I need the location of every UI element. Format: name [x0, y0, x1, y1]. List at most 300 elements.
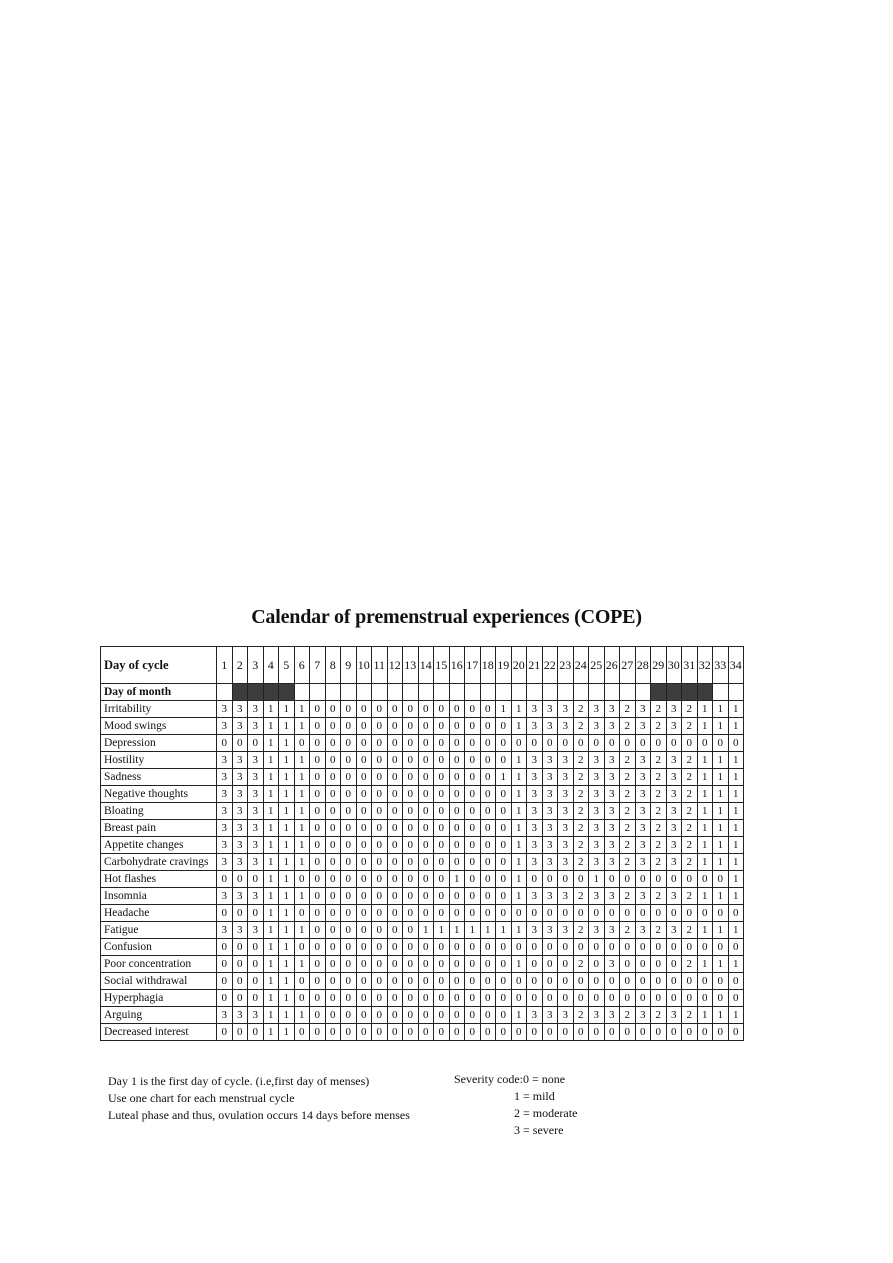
severity-cell: 3: [666, 888, 682, 905]
severity-cell: 0: [403, 922, 419, 939]
severity-cell: 2: [573, 701, 589, 718]
severity-cell: 0: [403, 990, 419, 1007]
severity-cell: 1: [263, 939, 279, 956]
severity-cell: 0: [372, 905, 388, 922]
severity-cell: 0: [403, 973, 419, 990]
severity-cell: 0: [325, 1024, 341, 1041]
severity-cell: 0: [542, 956, 558, 973]
severity-cell: 3: [527, 752, 543, 769]
symptom-label: Confusion: [101, 939, 217, 956]
severity-cell: 0: [310, 786, 326, 803]
severity-cell: 0: [542, 871, 558, 888]
severity-cell: 0: [465, 752, 481, 769]
severity-cell: 0: [635, 735, 651, 752]
severity-cell: 0: [480, 701, 496, 718]
severity-cell: 0: [356, 1007, 372, 1024]
empty-cell: [310, 684, 326, 701]
severity-cell: 0: [635, 871, 651, 888]
severity-cell: 0: [604, 871, 620, 888]
day-number: 9: [341, 647, 357, 684]
severity-cell: 0: [356, 820, 372, 837]
symptom-row: [101, 939, 744, 956]
menses-shaded-cell: [248, 684, 264, 701]
severity-cell: 0: [418, 1007, 434, 1024]
severity-cell: 2: [682, 769, 698, 786]
menses-shaded-cell: [651, 684, 667, 701]
severity-cell: 3: [542, 786, 558, 803]
severity-cell: 3: [558, 803, 574, 820]
severity-cell: 0: [294, 939, 310, 956]
severity-cell: 0: [589, 1024, 605, 1041]
severity-cell: 0: [248, 1024, 264, 1041]
severity-cell: 3: [217, 837, 233, 854]
severity-cell: 1: [263, 718, 279, 735]
day-number: 5: [279, 647, 295, 684]
severity-cell: 3: [589, 888, 605, 905]
severity-cell: 1: [728, 837, 744, 854]
severity-cell: 0: [325, 803, 341, 820]
severity-code: 3 = severe: [514, 1123, 564, 1137]
severity-cell: 3: [635, 803, 651, 820]
symptom-label: Bloating: [101, 803, 217, 820]
symptom-row: [101, 803, 744, 820]
severity-cell: 0: [372, 922, 388, 939]
day-number: 8: [325, 647, 341, 684]
severity-cell: 0: [589, 956, 605, 973]
severity-cell: 0: [356, 1024, 372, 1041]
severity-cell: 1: [728, 922, 744, 939]
day-number: 16: [449, 647, 465, 684]
severity-cell: 0: [418, 735, 434, 752]
severity-cell: 0: [372, 803, 388, 820]
severity-cell: 1: [480, 922, 496, 939]
severity-cell: 0: [310, 752, 326, 769]
severity-cell: 0: [666, 905, 682, 922]
severity-cell: 0: [434, 803, 450, 820]
severity-cell: 0: [573, 871, 589, 888]
severity-cell: 0: [310, 990, 326, 1007]
severity-cell: 1: [279, 837, 295, 854]
severity-cell: 0: [387, 854, 403, 871]
severity-cell: 1: [294, 888, 310, 905]
severity-cell: 0: [496, 752, 512, 769]
severity-cell: 0: [434, 752, 450, 769]
symptom-label: Hostility: [101, 752, 217, 769]
severity-cell: 0: [527, 939, 543, 956]
severity-cell: 0: [341, 990, 357, 1007]
severity-cell: 3: [604, 701, 620, 718]
day-number: 20: [511, 647, 527, 684]
severity-cell: 3: [542, 837, 558, 854]
severity-cell: 0: [372, 769, 388, 786]
severity-cell: 0: [310, 871, 326, 888]
severity-cell: 0: [403, 854, 419, 871]
severity-cell: 0: [403, 803, 419, 820]
severity-cell: 0: [341, 735, 357, 752]
severity-cell: 0: [496, 854, 512, 871]
day-number: 15: [434, 647, 450, 684]
severity-cell: 0: [418, 990, 434, 1007]
severity-cell: 1: [263, 752, 279, 769]
severity-cell: 1: [697, 956, 713, 973]
severity-cell: 1: [697, 718, 713, 735]
severity-cell: 1: [279, 1024, 295, 1041]
severity-cell: 3: [558, 888, 574, 905]
empty-cell: [573, 684, 589, 701]
severity-cell: 3: [589, 769, 605, 786]
day-number: 12: [387, 647, 403, 684]
severity-cell: 2: [573, 837, 589, 854]
severity-cell: 1: [511, 803, 527, 820]
severity-cell: 0: [372, 939, 388, 956]
severity-cell: 3: [666, 837, 682, 854]
severity-cell: 0: [666, 956, 682, 973]
day-number: 19: [496, 647, 512, 684]
severity-cell: 3: [527, 786, 543, 803]
severity-cell: 0: [356, 871, 372, 888]
severity-cell: 0: [372, 973, 388, 990]
severity-cell: 0: [356, 735, 372, 752]
severity-cell: 0: [325, 1007, 341, 1024]
menses-shaded-cell: [666, 684, 682, 701]
severity-cell: 3: [232, 820, 248, 837]
severity-cell: 0: [465, 854, 481, 871]
severity-cell: 3: [558, 701, 574, 718]
severity-cell: 1: [263, 735, 279, 752]
severity-cell: 0: [449, 905, 465, 922]
severity-cell: 1: [511, 956, 527, 973]
severity-cell: 0: [465, 786, 481, 803]
severity-cell: 0: [604, 735, 620, 752]
severity-cell: 0: [449, 973, 465, 990]
severity-cell: 0: [480, 1007, 496, 1024]
severity-cell: 0: [387, 752, 403, 769]
day-number: 32: [697, 647, 713, 684]
severity-cell: 0: [465, 837, 481, 854]
severity-cell: 3: [635, 922, 651, 939]
severity-cell: 0: [217, 1024, 233, 1041]
empty-cell: [496, 684, 512, 701]
severity-cell: 3: [542, 820, 558, 837]
severity-cell: 0: [248, 871, 264, 888]
empty-cell: [449, 684, 465, 701]
severity-cell: 0: [496, 1024, 512, 1041]
day-number: 34: [728, 647, 744, 684]
severity-cell: 0: [527, 871, 543, 888]
symptom-row: [101, 956, 744, 973]
severity-cell: 0: [651, 871, 667, 888]
empty-cell: [620, 684, 636, 701]
severity-cell: 3: [604, 922, 620, 939]
severity-cell: 1: [697, 1007, 713, 1024]
severity-cell: 1: [697, 786, 713, 803]
severity-cell: 0: [387, 1024, 403, 1041]
severity-cell: 0: [620, 871, 636, 888]
severity-cell: 1: [279, 701, 295, 718]
severity-cell: 0: [542, 735, 558, 752]
severity-cell: 3: [527, 922, 543, 939]
severity-cell: 1: [279, 769, 295, 786]
severity-cell: 0: [325, 990, 341, 1007]
severity-cell: 3: [604, 718, 620, 735]
severity-cell: 2: [620, 922, 636, 939]
severity-cell: 0: [341, 769, 357, 786]
severity-cell: 3: [527, 718, 543, 735]
severity-cell: 0: [418, 905, 434, 922]
severity-cell: 1: [263, 956, 279, 973]
empty-cell: [728, 684, 744, 701]
empty-cell: [403, 684, 419, 701]
severity-cell: 0: [682, 1024, 698, 1041]
severity-cell: 0: [697, 973, 713, 990]
severity-cell: 0: [325, 973, 341, 990]
severity-cell: 2: [651, 701, 667, 718]
severity-cell: 1: [728, 871, 744, 888]
severity-cell: 1: [728, 718, 744, 735]
severity-cell: 3: [217, 769, 233, 786]
symptom-label: Mood swings: [101, 718, 217, 735]
severity-cell: 0: [589, 973, 605, 990]
severity-cell: 3: [248, 1007, 264, 1024]
severity-cell: 2: [573, 854, 589, 871]
day-number: 22: [542, 647, 558, 684]
severity-cell: 0: [480, 735, 496, 752]
severity-cell: 3: [217, 922, 233, 939]
severity-cell: 0: [372, 888, 388, 905]
severity-cell: 0: [604, 905, 620, 922]
severity-cell: 2: [573, 769, 589, 786]
severity-cell: 0: [325, 837, 341, 854]
severity-cell: 0: [480, 1024, 496, 1041]
severity-cell: 0: [480, 973, 496, 990]
symptom-row: [101, 820, 744, 837]
severity-cell: 1: [728, 752, 744, 769]
severity-cell: 1: [713, 786, 729, 803]
severity-cell: 0: [728, 973, 744, 990]
severity-cell: 1: [697, 854, 713, 871]
severity-cell: 1: [279, 973, 295, 990]
severity-cell: 0: [480, 769, 496, 786]
severity-cell: 0: [682, 973, 698, 990]
severity-cell: 0: [403, 718, 419, 735]
severity-cell: 0: [387, 786, 403, 803]
severity-cell: 1: [713, 752, 729, 769]
severity-cell: 0: [325, 820, 341, 837]
severity-cell: 0: [480, 752, 496, 769]
severity-cell: 3: [217, 820, 233, 837]
severity-cell: 0: [496, 1007, 512, 1024]
severity-cell: 1: [263, 922, 279, 939]
severity-cell: 0: [356, 769, 372, 786]
severity-cell: 0: [480, 888, 496, 905]
empty-cell: [465, 684, 481, 701]
severity-cell: 1: [263, 1024, 279, 1041]
symptom-row: [101, 735, 744, 752]
severity-cell: 0: [542, 990, 558, 1007]
severity-cell: 0: [217, 905, 233, 922]
severity-cell: 0: [341, 922, 357, 939]
severity-cell: 1: [713, 820, 729, 837]
severity-cell: 0: [558, 871, 574, 888]
severity-cell: 3: [527, 803, 543, 820]
symptom-label: Social withdrawal: [101, 973, 217, 990]
severity-cell: 1: [279, 956, 295, 973]
severity-cell: 0: [527, 1024, 543, 1041]
severity-cell: 2: [682, 1007, 698, 1024]
severity-cell: 0: [403, 871, 419, 888]
severity-cell: 0: [372, 871, 388, 888]
symptom-label: Poor concentration: [101, 956, 217, 973]
severity-cell: 0: [310, 888, 326, 905]
severity-cell: 0: [434, 973, 450, 990]
severity-cell: 0: [310, 956, 326, 973]
severity-cell: 0: [372, 990, 388, 1007]
severity-cell: 0: [372, 718, 388, 735]
empty-cell: [635, 684, 651, 701]
severity-cell: 0: [480, 939, 496, 956]
severity-cell: 2: [620, 769, 636, 786]
severity-cell: 0: [496, 803, 512, 820]
severity-cell: 3: [542, 769, 558, 786]
severity-cell: 0: [620, 973, 636, 990]
severity-cell: 0: [217, 939, 233, 956]
severity-cell: 0: [248, 956, 264, 973]
severity-cell: 1: [294, 786, 310, 803]
severity-cell: 1: [511, 769, 527, 786]
severity-cell: 0: [651, 956, 667, 973]
severity-cell: 3: [248, 888, 264, 905]
day-number: 2: [232, 647, 248, 684]
severity-cell: 0: [310, 718, 326, 735]
severity-cell: 0: [310, 735, 326, 752]
severity-cell: 0: [666, 871, 682, 888]
severity-cell: 0: [480, 905, 496, 922]
severity-cell: 2: [620, 1007, 636, 1024]
severity-cell: 1: [279, 752, 295, 769]
severity-cell: 0: [449, 990, 465, 1007]
severity-cell: 0: [527, 735, 543, 752]
severity-cell: 3: [635, 888, 651, 905]
severity-cell: 1: [713, 888, 729, 905]
severity-cell: 3: [542, 922, 558, 939]
severity-cell: 0: [403, 1007, 419, 1024]
severity-cell: 1: [294, 956, 310, 973]
severity-cell: 3: [232, 922, 248, 939]
severity-cell: 2: [682, 718, 698, 735]
severity-cell: 2: [682, 956, 698, 973]
severity-cell: 0: [589, 990, 605, 1007]
symptom-label: Negative thoughts: [101, 786, 217, 803]
severity-cell: 0: [387, 769, 403, 786]
severity-cell: 0: [341, 854, 357, 871]
day-number: 13: [403, 647, 419, 684]
severity-cell: 0: [341, 701, 357, 718]
severity-cell: 1: [449, 871, 465, 888]
empty-cell: [713, 684, 729, 701]
severity-cell: 1: [713, 837, 729, 854]
severity-cell: 3: [217, 888, 233, 905]
severity-cell: 3: [558, 1007, 574, 1024]
empty-cell: [341, 684, 357, 701]
severity-cell: 0: [232, 973, 248, 990]
empty-cell: [542, 684, 558, 701]
symptom-row: [101, 718, 744, 735]
severity-cell: 0: [697, 939, 713, 956]
severity-cell: 0: [465, 820, 481, 837]
severity-cell: 1: [263, 973, 279, 990]
severity-cell: 0: [217, 990, 233, 1007]
severity-cell: 1: [263, 769, 279, 786]
severity-cell: 0: [325, 769, 341, 786]
severity-cell: 3: [542, 803, 558, 820]
severity-cell: 0: [325, 905, 341, 922]
severity-cell: 0: [341, 837, 357, 854]
severity-cell: 0: [511, 939, 527, 956]
severity-cell: 0: [480, 990, 496, 1007]
severity-cell: 0: [449, 888, 465, 905]
severity-cell: 0: [465, 701, 481, 718]
severity-cell: 3: [635, 854, 651, 871]
severity-cell: 0: [403, 888, 419, 905]
severity-cell: 0: [434, 1024, 450, 1041]
severity-cell: 2: [620, 701, 636, 718]
severity-cell: 0: [418, 854, 434, 871]
severity-cell: 1: [511, 837, 527, 854]
severity-cell: 0: [697, 990, 713, 1007]
severity-cell: 0: [387, 871, 403, 888]
severity-cell: 0: [480, 820, 496, 837]
severity-cell: 2: [573, 888, 589, 905]
severity-cell: 0: [434, 905, 450, 922]
severity-cell: 0: [294, 990, 310, 1007]
severity-cell: 1: [511, 888, 527, 905]
severity-cell: 0: [542, 1024, 558, 1041]
severity-cell: 3: [248, 718, 264, 735]
severity-cell: 2: [651, 803, 667, 820]
severity-cell: 0: [728, 735, 744, 752]
severity-cell: 3: [666, 922, 682, 939]
severity-cell: 1: [713, 701, 729, 718]
severity-cell: 0: [558, 1024, 574, 1041]
severity-cell: 0: [387, 888, 403, 905]
severity-cell: 2: [651, 837, 667, 854]
severity-cell: 3: [217, 786, 233, 803]
severity-cell: 0: [356, 956, 372, 973]
severity-cell: 3: [589, 752, 605, 769]
menses-shaded-cell: [697, 684, 713, 701]
severity-cell: 2: [620, 718, 636, 735]
severity-cell: 1: [496, 922, 512, 939]
day-number: 31: [682, 647, 698, 684]
severity-cell: 0: [635, 990, 651, 1007]
severity-cell: 1: [697, 820, 713, 837]
symptom-row: [101, 769, 744, 786]
severity-cell: 0: [294, 1024, 310, 1041]
severity-cell: 0: [465, 905, 481, 922]
severity-cell: 0: [403, 939, 419, 956]
severity-cell: 0: [682, 939, 698, 956]
severity-cell: 0: [558, 990, 574, 1007]
severity-cell: 0: [496, 939, 512, 956]
severity-cell: 1: [728, 786, 744, 803]
severity-cell: 3: [248, 854, 264, 871]
severity-cell: 0: [558, 973, 574, 990]
severity-cell: 1: [589, 871, 605, 888]
severity-cell: 0: [449, 854, 465, 871]
severity-cell: 1: [713, 956, 729, 973]
severity-cell: 0: [341, 939, 357, 956]
empty-cell: [217, 684, 233, 701]
